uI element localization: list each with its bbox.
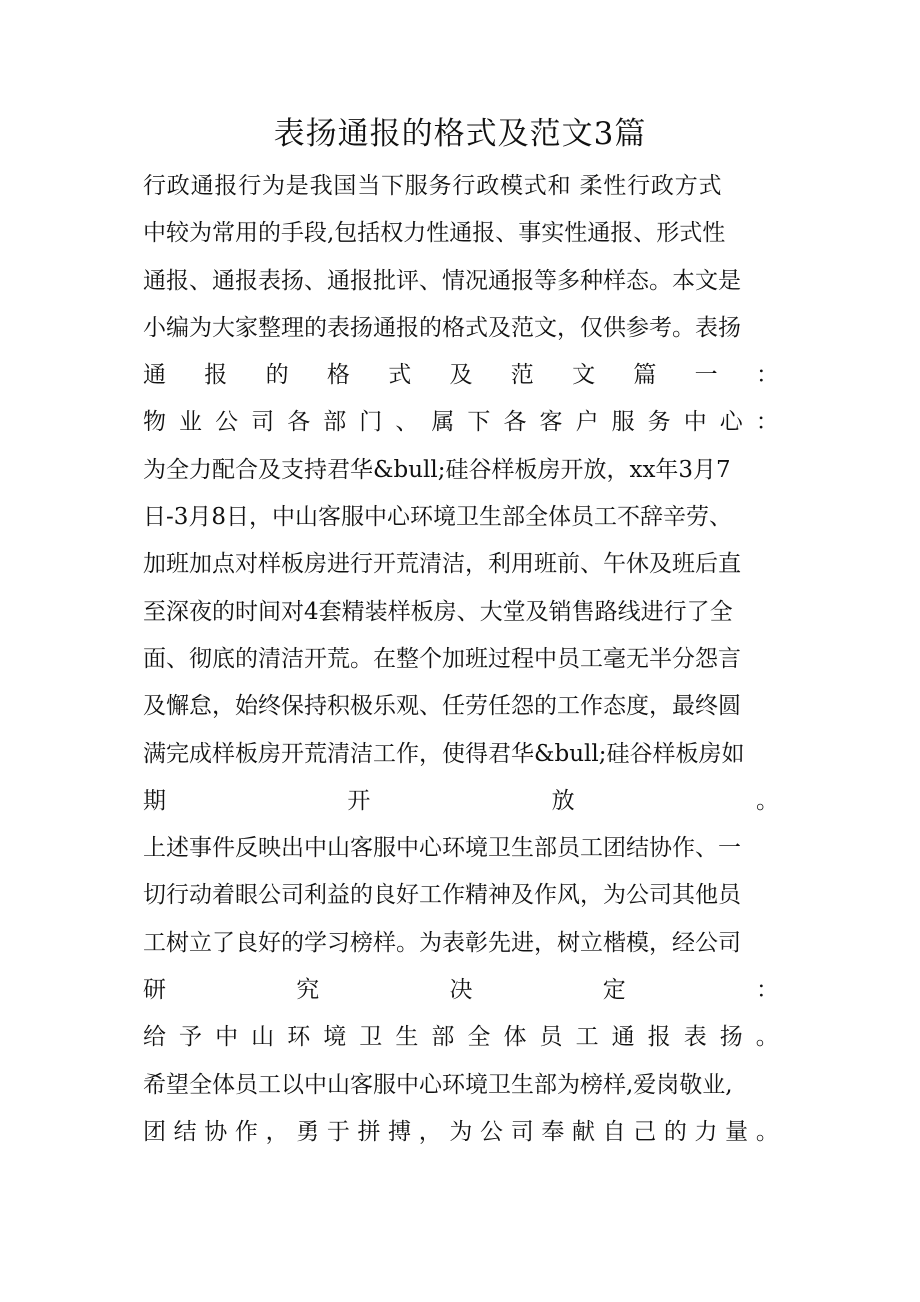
- body-line-justified: [143, 967, 779, 1014]
- justified-char: ，: [418, 1118, 442, 1145]
- body-line-justified: [143, 352, 779, 399]
- justified-char: 协: [204, 1118, 228, 1145]
- justified-char: 研: [143, 977, 166, 1004]
- justified-char: 公: [215, 409, 239, 436]
- justified-char: 山: [251, 1024, 275, 1051]
- justified-char: 。: [755, 1024, 779, 1051]
- body-line-justified: [143, 1014, 779, 1061]
- justified-char: 体: [503, 1024, 527, 1051]
- justified-char: 放: [551, 787, 575, 814]
- body-line: 通报、通报表扬、通报批评、情况通报等多种样态。本文是: [143, 267, 741, 294]
- justified-char: 给: [143, 1024, 166, 1051]
- body-line: 及懈怠，始终保持积极乐观、任劳任怨的工作态度，最终圆: [143, 693, 741, 720]
- justified-char: 服: [611, 409, 635, 436]
- body-line-justified: [143, 1109, 779, 1156]
- justified-char: 下: [467, 409, 491, 436]
- justified-char: 于: [326, 1118, 350, 1145]
- justified-char: 部: [431, 1024, 455, 1051]
- justified-char: 的: [663, 1118, 687, 1145]
- document-title: 表扬通报的格式及范文3篇: [273, 116, 647, 152]
- justified-char: 格: [326, 362, 350, 389]
- justified-char: 属: [431, 409, 455, 436]
- justified-char: 部: [323, 409, 347, 436]
- justified-char: 物: [143, 409, 166, 436]
- justified-char: 环: [287, 1024, 311, 1051]
- body-line: 上述事件反映出中山客服中心环境卫生部员工团结协作、一: [143, 835, 741, 862]
- justified-char: 报: [204, 362, 228, 389]
- justified-char: 究: [296, 977, 320, 1004]
- justified-char: 的: [265, 362, 289, 389]
- body-line: 满完成样板房开荒清洁工作，使得君华&bull;硅谷样板房如: [143, 740, 745, 767]
- justified-char: 各: [503, 409, 527, 436]
- body-line-justified: [143, 399, 779, 446]
- justified-char: 期: [143, 787, 166, 814]
- justified-char: 、: [395, 409, 419, 436]
- justified-char: 搏: [388, 1118, 412, 1145]
- justified-char: 通: [143, 362, 166, 389]
- body-line: 面、彻底的清洁开荒。在整个加班过程中员工毫无半分怨言: [143, 645, 741, 672]
- justified-char: 奉: [541, 1118, 565, 1145]
- justified-char: 公: [480, 1118, 504, 1145]
- justified-char: 式: [388, 362, 412, 389]
- justified-char: 团: [143, 1118, 166, 1145]
- justified-char: 己: [633, 1118, 657, 1145]
- body-line: 工树立了良好的学习榜样。为表彰先进，树立楷模，经公司: [143, 929, 741, 956]
- justified-char: 业: [179, 409, 203, 436]
- justified-char: ：: [755, 409, 779, 436]
- justified-char: 决: [449, 977, 473, 1004]
- justified-char: 及: [449, 362, 473, 389]
- justified-char: 篇: [633, 362, 657, 389]
- justified-char: 自: [602, 1118, 626, 1145]
- body-line: 至深夜的时间对4套精装样板房、大堂及销售路线进行了全: [143, 598, 733, 625]
- justified-char: 勇: [296, 1118, 320, 1145]
- body-line: 加班加点对样板房进行开荒清洁，利用班前、午休及班后直: [143, 551, 741, 578]
- justified-char: 定: [602, 977, 626, 1004]
- justified-char: 范: [510, 362, 534, 389]
- justified-char: 司: [510, 1118, 534, 1145]
- body-line: 切行动着眼公司利益的良好工作精神及作风，为公司其他员: [143, 882, 741, 909]
- body-line: 小编为大家整理的表扬通报的格式及范文，仅供参考。表扬: [143, 314, 741, 341]
- justified-char: 员: [539, 1024, 563, 1051]
- justified-char: 中: [683, 409, 707, 436]
- justified-char: ，: [265, 1118, 289, 1145]
- justified-char: 报: [647, 1024, 671, 1051]
- justified-char: 拼: [357, 1118, 381, 1145]
- justified-char: 司: [251, 409, 275, 436]
- justified-char: 量: [725, 1118, 749, 1145]
- justified-char: 心: [719, 409, 743, 436]
- justified-char: 。: [755, 1118, 779, 1145]
- justified-char: 扬: [719, 1024, 743, 1051]
- justified-char: 结: [173, 1118, 197, 1145]
- justified-char: 。: [755, 787, 779, 814]
- body-line-justified: [143, 778, 779, 825]
- body-line: 希望全体员工以中山客服中心环境卫生部为榜样,爱岗敬业,: [143, 1071, 733, 1098]
- justified-char: 各: [287, 409, 311, 436]
- body-line: 日-3月8日，中山客服中心环境卫生部全体员工不辞辛劳、: [143, 504, 733, 531]
- body-line: 行政通报行为是我国当下服务行政模式和 柔性行政方式: [143, 173, 723, 199]
- document-body: [143, 163, 779, 1156]
- body-line: 中较为常用的手段,包括权力性通报、事实性通报、形式性: [143, 220, 726, 247]
- justified-char: 文: [572, 362, 596, 389]
- body-line: 为全力配合及支持君华&bull;硅谷样板房开放，xx年3月7: [143, 456, 731, 483]
- justified-char: 卫: [359, 1024, 383, 1051]
- justified-char: 献: [571, 1118, 595, 1145]
- justified-char: 务: [647, 409, 671, 436]
- justified-char: 力: [694, 1118, 718, 1145]
- justified-char: 门: [359, 409, 383, 436]
- justified-char: 全: [467, 1024, 491, 1051]
- justified-char: ：: [755, 362, 779, 389]
- justified-char: 予: [179, 1024, 203, 1051]
- justified-char: 中: [215, 1024, 239, 1051]
- justified-char: 表: [683, 1024, 707, 1051]
- justified-char: 户: [575, 409, 599, 436]
- justified-char: 生: [395, 1024, 419, 1051]
- justified-char: 工: [575, 1024, 599, 1051]
- justified-char: 客: [539, 409, 563, 436]
- justified-char: ：: [756, 977, 779, 1004]
- justified-char: 为: [449, 1118, 473, 1145]
- justified-char: 作: [234, 1118, 258, 1145]
- justified-char: 开: [347, 787, 371, 814]
- justified-char: 通: [611, 1024, 635, 1051]
- justified-char: 一: [694, 362, 718, 389]
- justified-char: 境: [323, 1024, 347, 1051]
